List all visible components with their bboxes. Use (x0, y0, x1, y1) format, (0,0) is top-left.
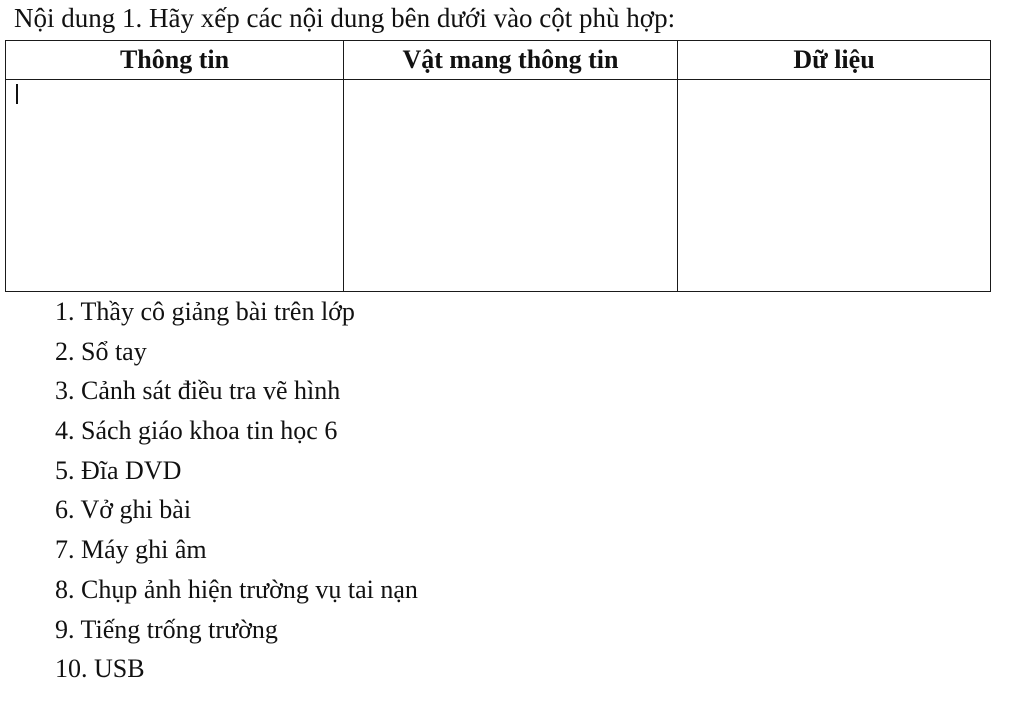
list-item: 2. Sổ tay (55, 336, 147, 366)
list-item: 4. Sách giáo khoa tin học 6 (55, 416, 338, 446)
list-item: 9. Tiếng trống trường (55, 614, 278, 644)
classification-table (5, 40, 991, 292)
list-item: 7. Máy ghi âm (55, 535, 207, 565)
task-heading: Nội dung 1. Hãy xếp các nội dung bên dưới vào cột phù hợp: (14, 3, 676, 33)
list-item: 5. Đĩa DVD (55, 455, 182, 485)
cell-information[interactable] (6, 80, 344, 292)
column-header-data: Dữ liệu (678, 41, 991, 80)
list-item: 6. Vở ghi bài (55, 495, 192, 525)
cell-information-carrier[interactable] (344, 80, 678, 292)
column-header-information-carrier: Vật mang thông tin (344, 41, 678, 80)
table-header-row (6, 41, 991, 80)
text-cursor (16, 84, 18, 104)
cell-data[interactable] (678, 80, 991, 292)
list-item: 3. Cảnh sát điều tra vẽ hình (55, 376, 341, 406)
list-item: 10. USB (55, 654, 145, 684)
list-item: 8. Chụp ảnh hiện trường vụ tai nạn (55, 574, 418, 604)
list-item: 1. Thầy cô giảng bài trên lớp (55, 297, 355, 326)
item-list (55, 292, 418, 689)
column-header-information: Thông tin (6, 41, 344, 80)
table-row (6, 80, 991, 292)
